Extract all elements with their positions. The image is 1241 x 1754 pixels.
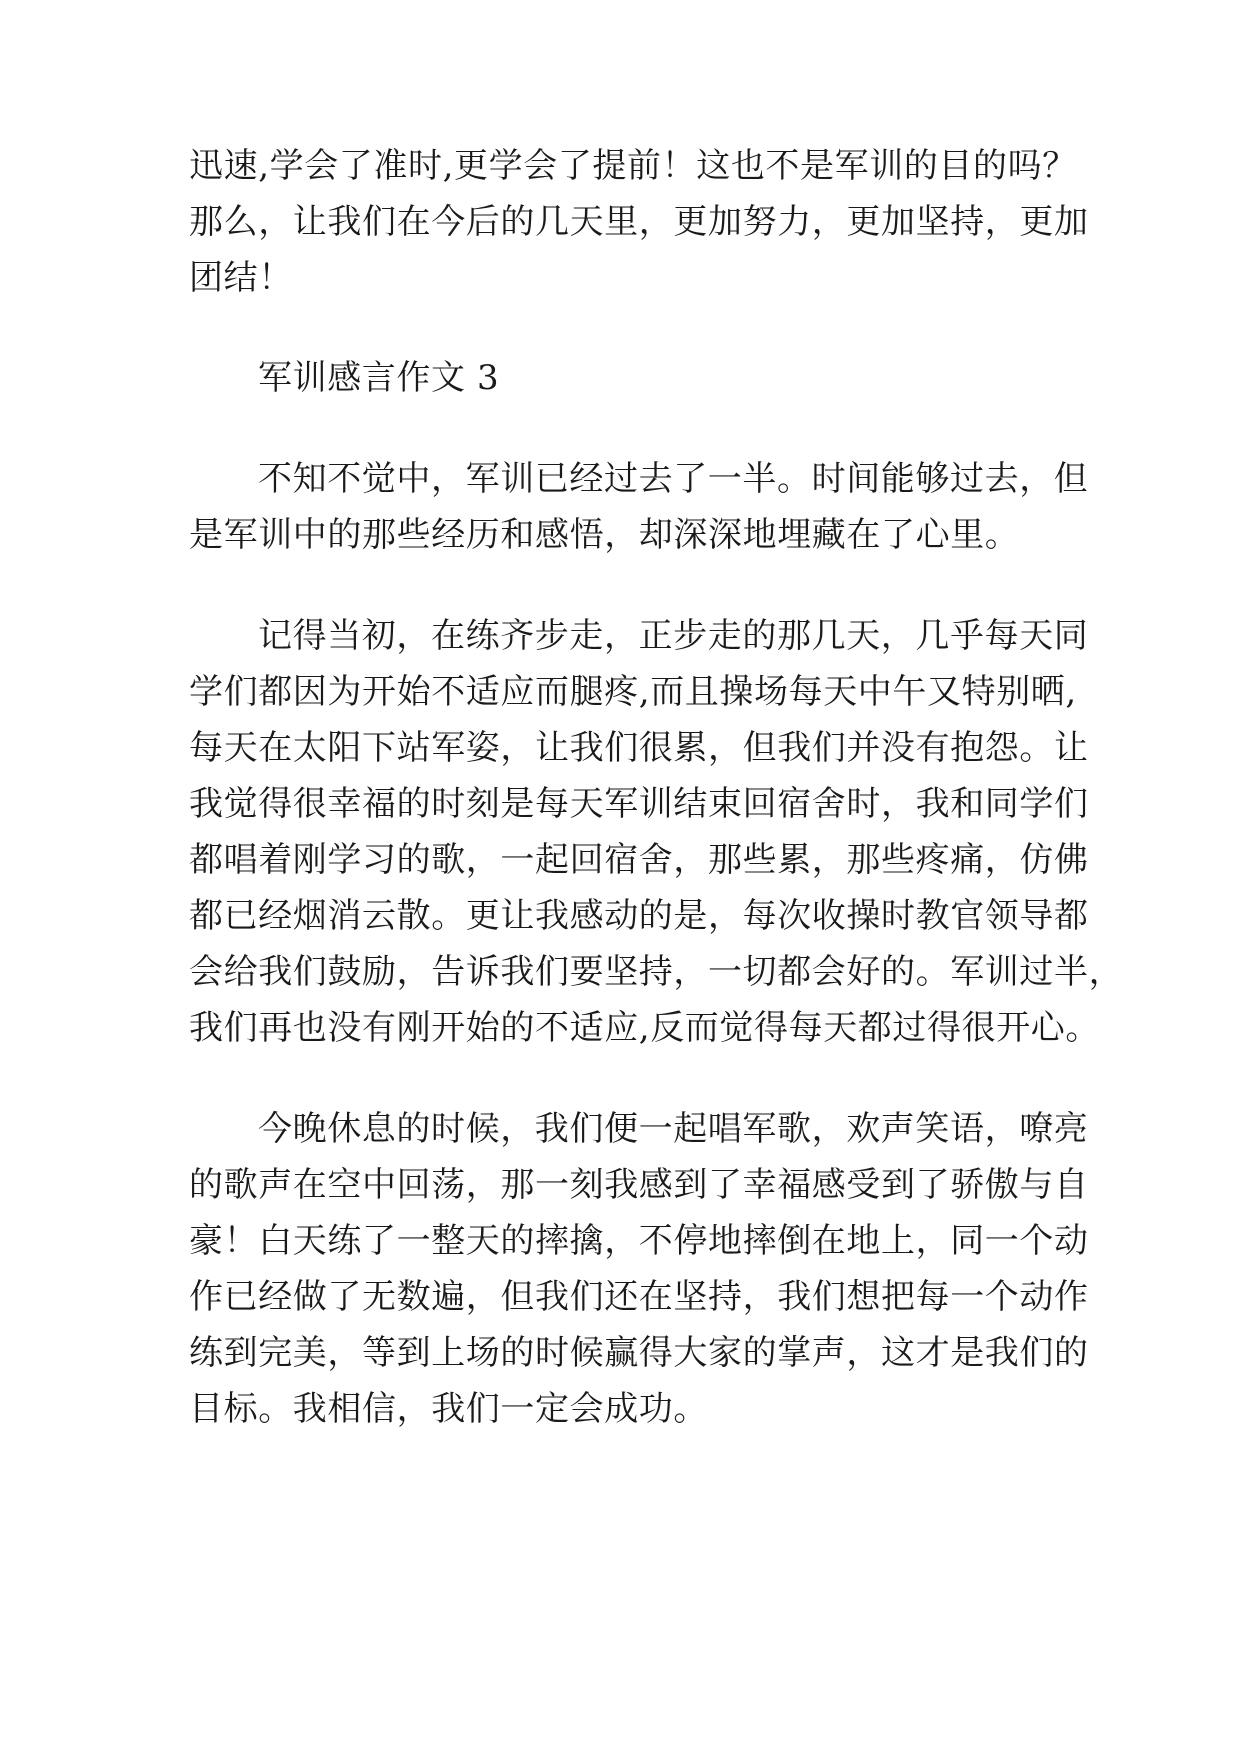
paragraph-4-line-3: 豪！白天练了一整天的摔擒，不停地摔倒在地上，同一个动 [189,1221,1089,1261]
paragraph-2-line-1: 不知不觉中，军训已经过去了一半。时间能够过去，但 [258,459,1089,499]
paragraph-2-line-2: 是军训中的那些经历和感悟，却深深地埋藏在了心里。 [189,515,1020,555]
paragraph-1-line-3: 团结！ [189,258,293,298]
paragraph-4-line-1: 今晚休息的时候，我们便一起唱军歌，欢声笑语，嘹亮 [258,1109,1089,1149]
paragraph-3-line-8: 我们再也没有刚开始的不适应,反而觉得每天都过得很开心。 [189,1008,1101,1048]
paragraph-3-line-1: 记得当初，在练齐步走，正步走的那几天，几乎每天同 [258,616,1089,656]
paragraph-3-line-5: 都唱着刚学习的歌，一起回宿舍，那些累，那些疼痛，仿佛 [189,840,1089,880]
paragraph-3-line-4: 我觉得很幸福的时刻是每天军训结束回宿舍时，我和同学们 [189,784,1089,824]
section-title: 军训感言作文 3 [258,358,500,398]
paragraph-1-line-2: 那么，让我们在今后的几天里，更加努力，更加坚持，更加 [189,202,1089,242]
paragraph-1-line-1: 迅速,学会了准时,更学会了提前！这也不是军训的目的吗？ [189,146,1077,186]
paragraph-4-line-6: 目标。我相信，我们一定会成功。 [189,1389,708,1429]
paragraph-3-line-3: 每天在太阳下站军姿，让我们很累，但我们并没有抱怨。让 [189,728,1089,768]
paragraph-4-line-5: 练到完美，等到上场的时候赢得大家的掌声，这才是我们的 [189,1333,1089,1373]
paragraph-4-line-2: 的歌声在空中回荡，那一刻我感到了幸福感受到了骄傲与自 [189,1165,1089,1205]
paragraph-3-line-2: 学们都因为开始不适应而腿疼,而且操场每天中午又特别晒, [189,672,1077,712]
paragraph-4-line-4: 作已经做了无数遍，但我们还在坚持，我们想把每一个动作 [189,1277,1089,1317]
paragraph-3-line-7: 会给我们鼓励，告诉我们要坚持，一切都会好的。军训过半， [189,952,1124,992]
paragraph-3-line-6: 都已经烟消云散。更让我感动的是，每次收操时教官领导都 [189,896,1089,936]
